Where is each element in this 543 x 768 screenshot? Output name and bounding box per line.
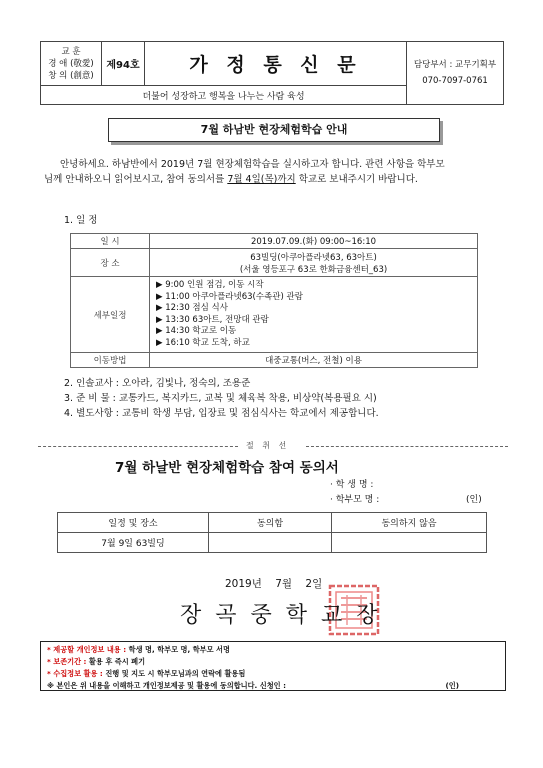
school-motto [41,42,102,86]
item-teachers: 2. 인솔교사 : 오아라, 김빛나, 정숙의, 조용준 [64,378,251,389]
privacy-value: 활용 후 즉시 폐기 [86,657,146,666]
item-supplies: 3. 준 비 물 : 교통카드, 복지카드, 교복 및 체육복 착용, 비상약(복용필요 시) [64,393,377,404]
issue-number: 제94호 [102,42,145,86]
deadline-date: 7월 4일(목)까지 [227,174,296,185]
privacy-consent-text: ※ 본인은 위 내용을 이해하고 개인정보제공 및 활용에 동의합니다. 신청인 : [47,681,286,690]
consent-agree-cell[interactable] [209,533,332,553]
newsletter-header [40,41,504,105]
detail-item: ▶ 14:30 학교로 이동 [156,326,237,336]
department-info [407,42,504,105]
date-label: 일 시 [71,234,150,249]
detail-item: ▶ 13:30 63아트, 전망대 관람 [156,314,269,325]
intro-text: 님께 안내하오니 읽어보시고, 참여 동의서를 [44,174,228,185]
detail-label: 세부일정 [71,277,150,353]
date-value: 2019.07.09.(화) 09:00~16:10 [150,234,478,249]
transport-label: 이동방법 [71,353,150,368]
motto-line-2: 창 의 (創意) [48,70,94,81]
issue-date: 2019년 7월 2일 [225,578,323,590]
motto-line-1: 경 애 (敬愛) [48,58,94,69]
principal-name: 장곡중학교장 [180,603,392,628]
place-label: 장 소 [71,249,150,277]
newsletter-title: 가 정 통 신 문 [145,42,407,86]
place-name: 63빌딩(아쿠아플라넷63, 63아트) [250,252,377,263]
department-name: 담당부서 : 교무기획부 [413,60,497,70]
consent-header-agree: 동의함 [209,513,332,533]
privacy-value: 학생 명, 학부모 명, 학부모 서명 [126,645,230,654]
consent-table [57,512,487,553]
place-address: (서울 영등포구 63로 한화금융센터_63) [239,264,388,275]
consent-disagree-cell[interactable] [332,533,487,553]
schedule-table [70,233,478,368]
intro-line-1: 안녕하세요. 하남반에서 2019년 7월 현장체험학습을 실시하고자 합니다. 관련 사항을 학부모 [60,159,445,170]
section-schedule-heading: 1. 일 정 [64,215,98,226]
item-notes: 4. 별도사항 : 교통비 학생 부담, 입장료 및 점심식사는 학교에서 제공합니다. [64,408,379,419]
privacy-label: * 보존기간 : [47,657,87,666]
detail-item: ▶ 11:00 아쿠아플라넷63(수족관) 관람 [156,291,303,302]
privacy-label: * 제공할 개인정보 내용 : [47,645,127,654]
applicant-seal-mark: (인) [445,681,459,690]
cut-line [38,441,508,451]
privacy-value: 진행 및 지도 시 학부모님과의 연락에 활용됨 [102,669,246,678]
detail-item: ▶ 9:00 인원 점검, 이동 시작 [156,280,264,290]
consent-row-schedule: 7월 9일 63빌딩 [58,533,209,553]
motto-label: 교 훈 [61,46,81,57]
parent-seal-mark: (인) [466,495,482,505]
transport-value: 대중교통(버스, 전철) 이용 [150,353,478,368]
school-slogan: 더불어 성장하고 행복을 나누는 사람 육성 [41,86,407,105]
consent-title: 7월 하날반 현장체험학습 참여 동의서 [115,460,339,476]
cut-line-label: 절 취 선 [246,441,290,450]
privacy-line [47,656,499,668]
notice-title: 7월 하남반 현장체험학습 안내 [108,118,440,142]
place-value [150,249,478,277]
consent-header-schedule: 일정 및 장소 [58,513,209,533]
student-name-label: · 학 생 명 : [330,480,374,490]
privacy-line [47,668,499,680]
privacy-line [47,644,499,656]
department-phone: 070-7097-0761 [422,76,488,86]
privacy-consent-line [47,680,499,692]
detail-item: ▶ 12:30 점심 식사 [156,303,228,313]
parent-name-label: · 학부모 명 : [330,495,380,505]
privacy-label: * 수집정보 활용 : [47,669,103,678]
intro-line-2 [44,172,514,187]
detail-item: ▶ 16:10 학교 도착, 하교 [156,337,250,348]
privacy-notice [40,641,506,691]
intro-text-end: 학교로 보내주시기 바랍니다. [295,174,418,185]
detail-list [150,277,478,353]
consent-header-disagree: 동의하지 않음 [332,513,487,533]
